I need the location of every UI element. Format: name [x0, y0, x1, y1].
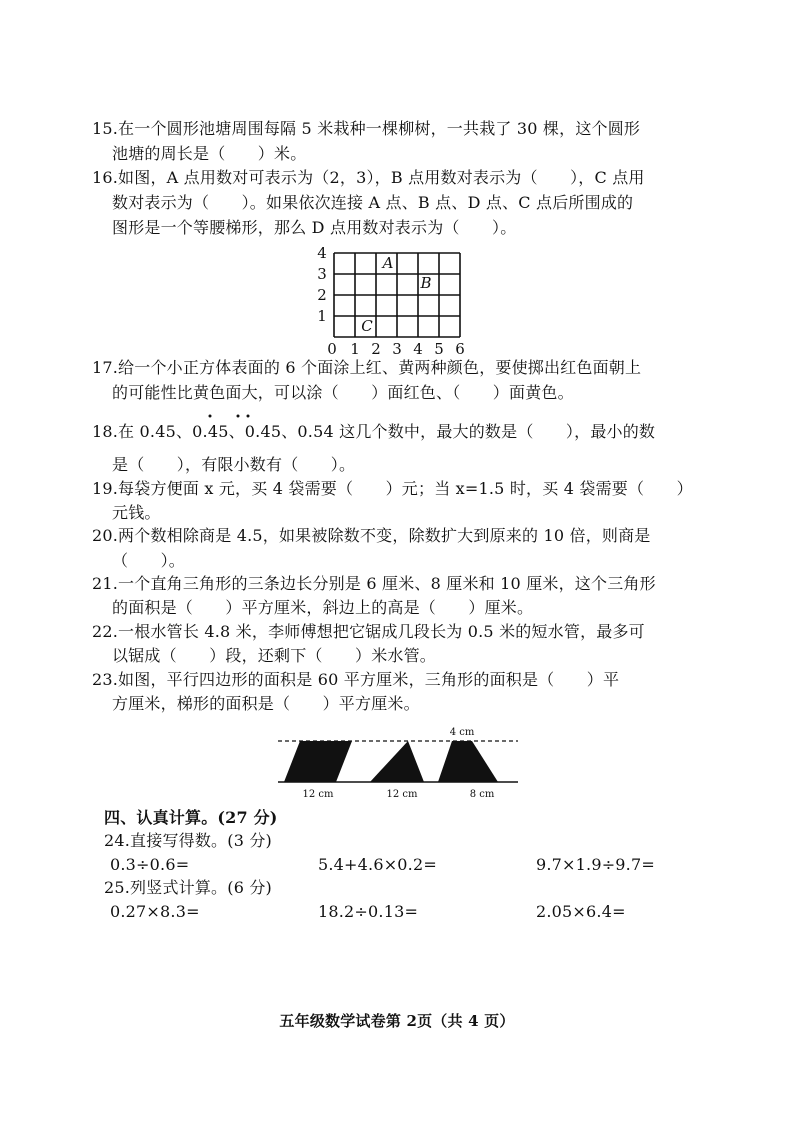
q15-line1: 15.在一个圆形池塘周围每隔 5 米栽种一棵柳树，一共栽了 30 棵，这个圆形 — [92, 119, 641, 138]
q21-line1: 21.一个直角三角形的三条边长分别是 6 厘米、8 厘米和 10 厘米，这个三角形 — [92, 574, 656, 593]
recurring-dots — [180, 411, 290, 421]
point-b-label: B — [420, 274, 432, 292]
q25-item-1: 0.27×8.3= — [110, 902, 200, 921]
q24-item-3: 9.7×1.9÷9.7= — [536, 855, 655, 874]
shapes-figure — [272, 717, 522, 803]
q22-line1: 22.一根水管长 4.8 米，李师傅想把它锯成几段长为 0.5 米的短水管，最多可 — [92, 622, 645, 641]
section4-title: 四、认真计算。(27 分) — [104, 808, 278, 827]
q17-line2: 的可能性比黄色面大，可以涂（ ）面红色、（ ）面黄色。 — [112, 383, 574, 402]
label-4cm: 4 cm — [449, 727, 475, 738]
point-a-label: A — [382, 254, 394, 272]
q18-line1: 18.在 0.45、0.45、0.45、0.54 这几个数中，最大的数是（ ），最小的数 — [92, 422, 656, 441]
y-tick-1: 1 — [317, 307, 327, 325]
x-tick-0: 0 — [327, 340, 337, 356]
trapezoid-shape — [438, 741, 498, 782]
q20-line1: 20.两个数相除商是 4.5，如果被除数不变，除数扩大到原来的 10 倍，则商是 — [92, 526, 651, 545]
q22-line2: 以锯成（ ）段，还剩下（ ）米水管。 — [112, 646, 437, 665]
q18-line2: 是（ ），有限小数有（ ）。 — [112, 455, 356, 474]
y-tick-3: 3 — [317, 265, 327, 283]
q24-item-1: 0.3÷0.6= — [110, 855, 190, 874]
grid-lines — [334, 253, 460, 337]
q19-line1: 19.每袋方便面 x 元，买 4 袋需要（ ）元；当 x=1.5 时，买 4 袋需要（ ） — [92, 479, 693, 498]
q23-line1: 23.如图，平行四边形的面积是 60 平方厘米，三角形的面积是（ ）平 — [92, 670, 620, 689]
page-footer: 五年级数学试卷第 2页（共 4 页） — [279, 1012, 515, 1030]
q16-line3: 图形是一个等腰梯形，那么 D 点用数对表示为（ ）。 — [112, 218, 517, 237]
q17-line1: 17.给一个小正方体表面的 6 个面涂上红、黄两种颜色，要使掷出红色面朝上 — [92, 358, 642, 377]
q19-line2: 元钱。 — [112, 503, 161, 522]
q16-line2: 数对表示为（ ）。如果依次连接 A 点、B 点、D 点、C 点后所围成的 — [112, 193, 634, 212]
x-tick-5: 5 — [434, 340, 444, 356]
x-tick-6: 6 — [455, 340, 465, 356]
point-c-label: C — [361, 317, 373, 335]
coordinate-grid-figure — [312, 243, 472, 356]
y-tick-4: 4 — [317, 244, 327, 262]
triangle-shape — [370, 741, 424, 782]
q16-line1: 16.如图，A 点用数对可表示为（2，3），B 点用数对表示为（ ），C 点用 — [92, 168, 645, 187]
x-tick-3: 3 — [392, 340, 402, 356]
label-12cm-a: 12 cm — [302, 789, 334, 800]
parallelogram-shape — [284, 741, 352, 782]
q24-title: 24.直接写得数。(3 分) — [104, 831, 272, 850]
q20-line2: （ ）。 — [112, 551, 186, 570]
q21-line2: 的面积是（ ）平方厘米，斜边上的高是（ ）厘米。 — [112, 598, 534, 617]
x-tick-1: 1 — [350, 340, 360, 356]
label-12cm-b: 12 cm — [386, 789, 418, 800]
q25-item-3: 2.05×6.4= — [536, 902, 626, 921]
q25-item-2: 18.2÷0.13= — [318, 902, 419, 921]
label-8cm: 8 cm — [469, 789, 495, 800]
x-tick-4: 4 — [413, 340, 423, 356]
q23-line2: 方厘米，梯形的面积是（ ）平方厘米。 — [112, 694, 420, 713]
q25-title: 25.列竖式计算。(6 分) — [104, 878, 272, 897]
y-tick-2: 2 — [317, 286, 327, 304]
q24-item-2: 5.4+4.6×0.2= — [318, 855, 437, 874]
q15-line2: 池塘的周长是（ ）米。 — [112, 144, 307, 163]
x-tick-2: 2 — [371, 340, 381, 356]
